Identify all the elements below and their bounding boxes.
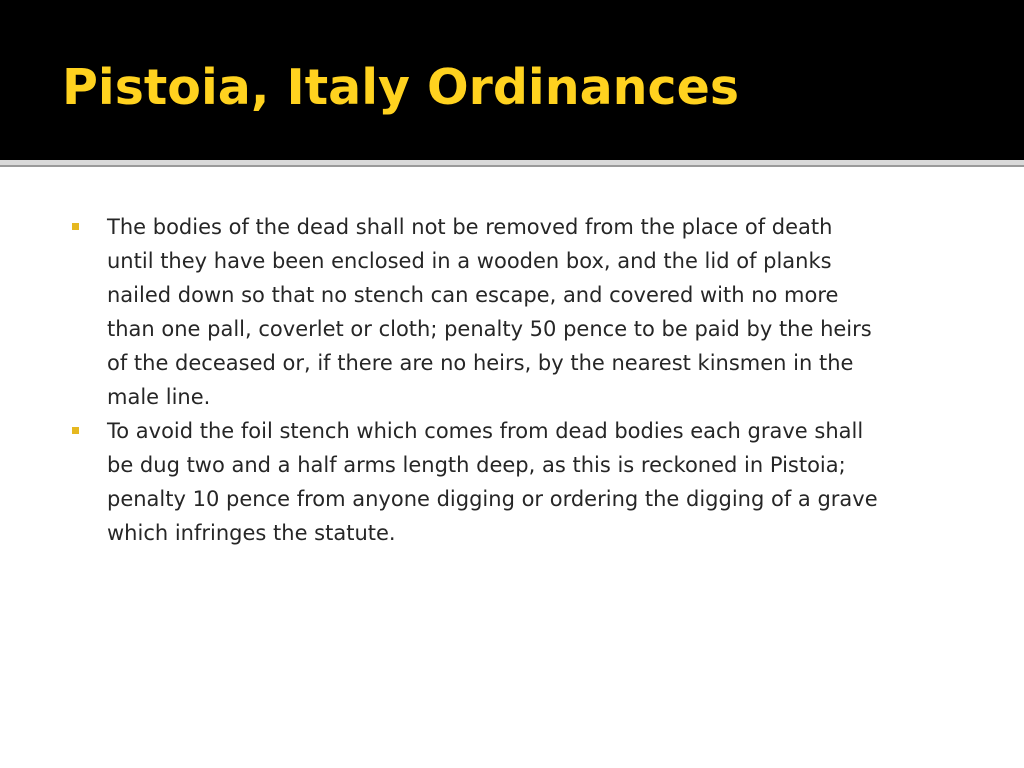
square-bullet-icon: [72, 427, 79, 434]
title-bar: [0, 0, 1024, 160]
bullet-list: [72, 210, 972, 550]
title-divider-shadow: [0, 165, 1024, 167]
bullet-text: To avoid the foil stench which comes from dead bodies each grave shall be dug two and a half arms length deep, as this is reckoned in Pistoia; penalty 10 pence from anyone digging or ordering the digging of a grave which infringes the statute.: [107, 419, 878, 545]
slide-title: Pistoia, Italy Ordinances: [62, 59, 739, 116]
bullet-item: [72, 414, 972, 550]
bullet-item: [72, 210, 972, 414]
square-bullet-icon: [72, 223, 79, 230]
bullet-text: The bodies of the dead shall not be removed from the place of death until they have been enclosed in a wooden box, and the lid of planks nailed down so that no stench can escape, and covered with no more than one pall, coverlet or cloth; penalty 50 pence to be paid by the heirs of the deceased or, if there are no heirs, by the nearest kinsmen in the male line.: [107, 215, 872, 409]
